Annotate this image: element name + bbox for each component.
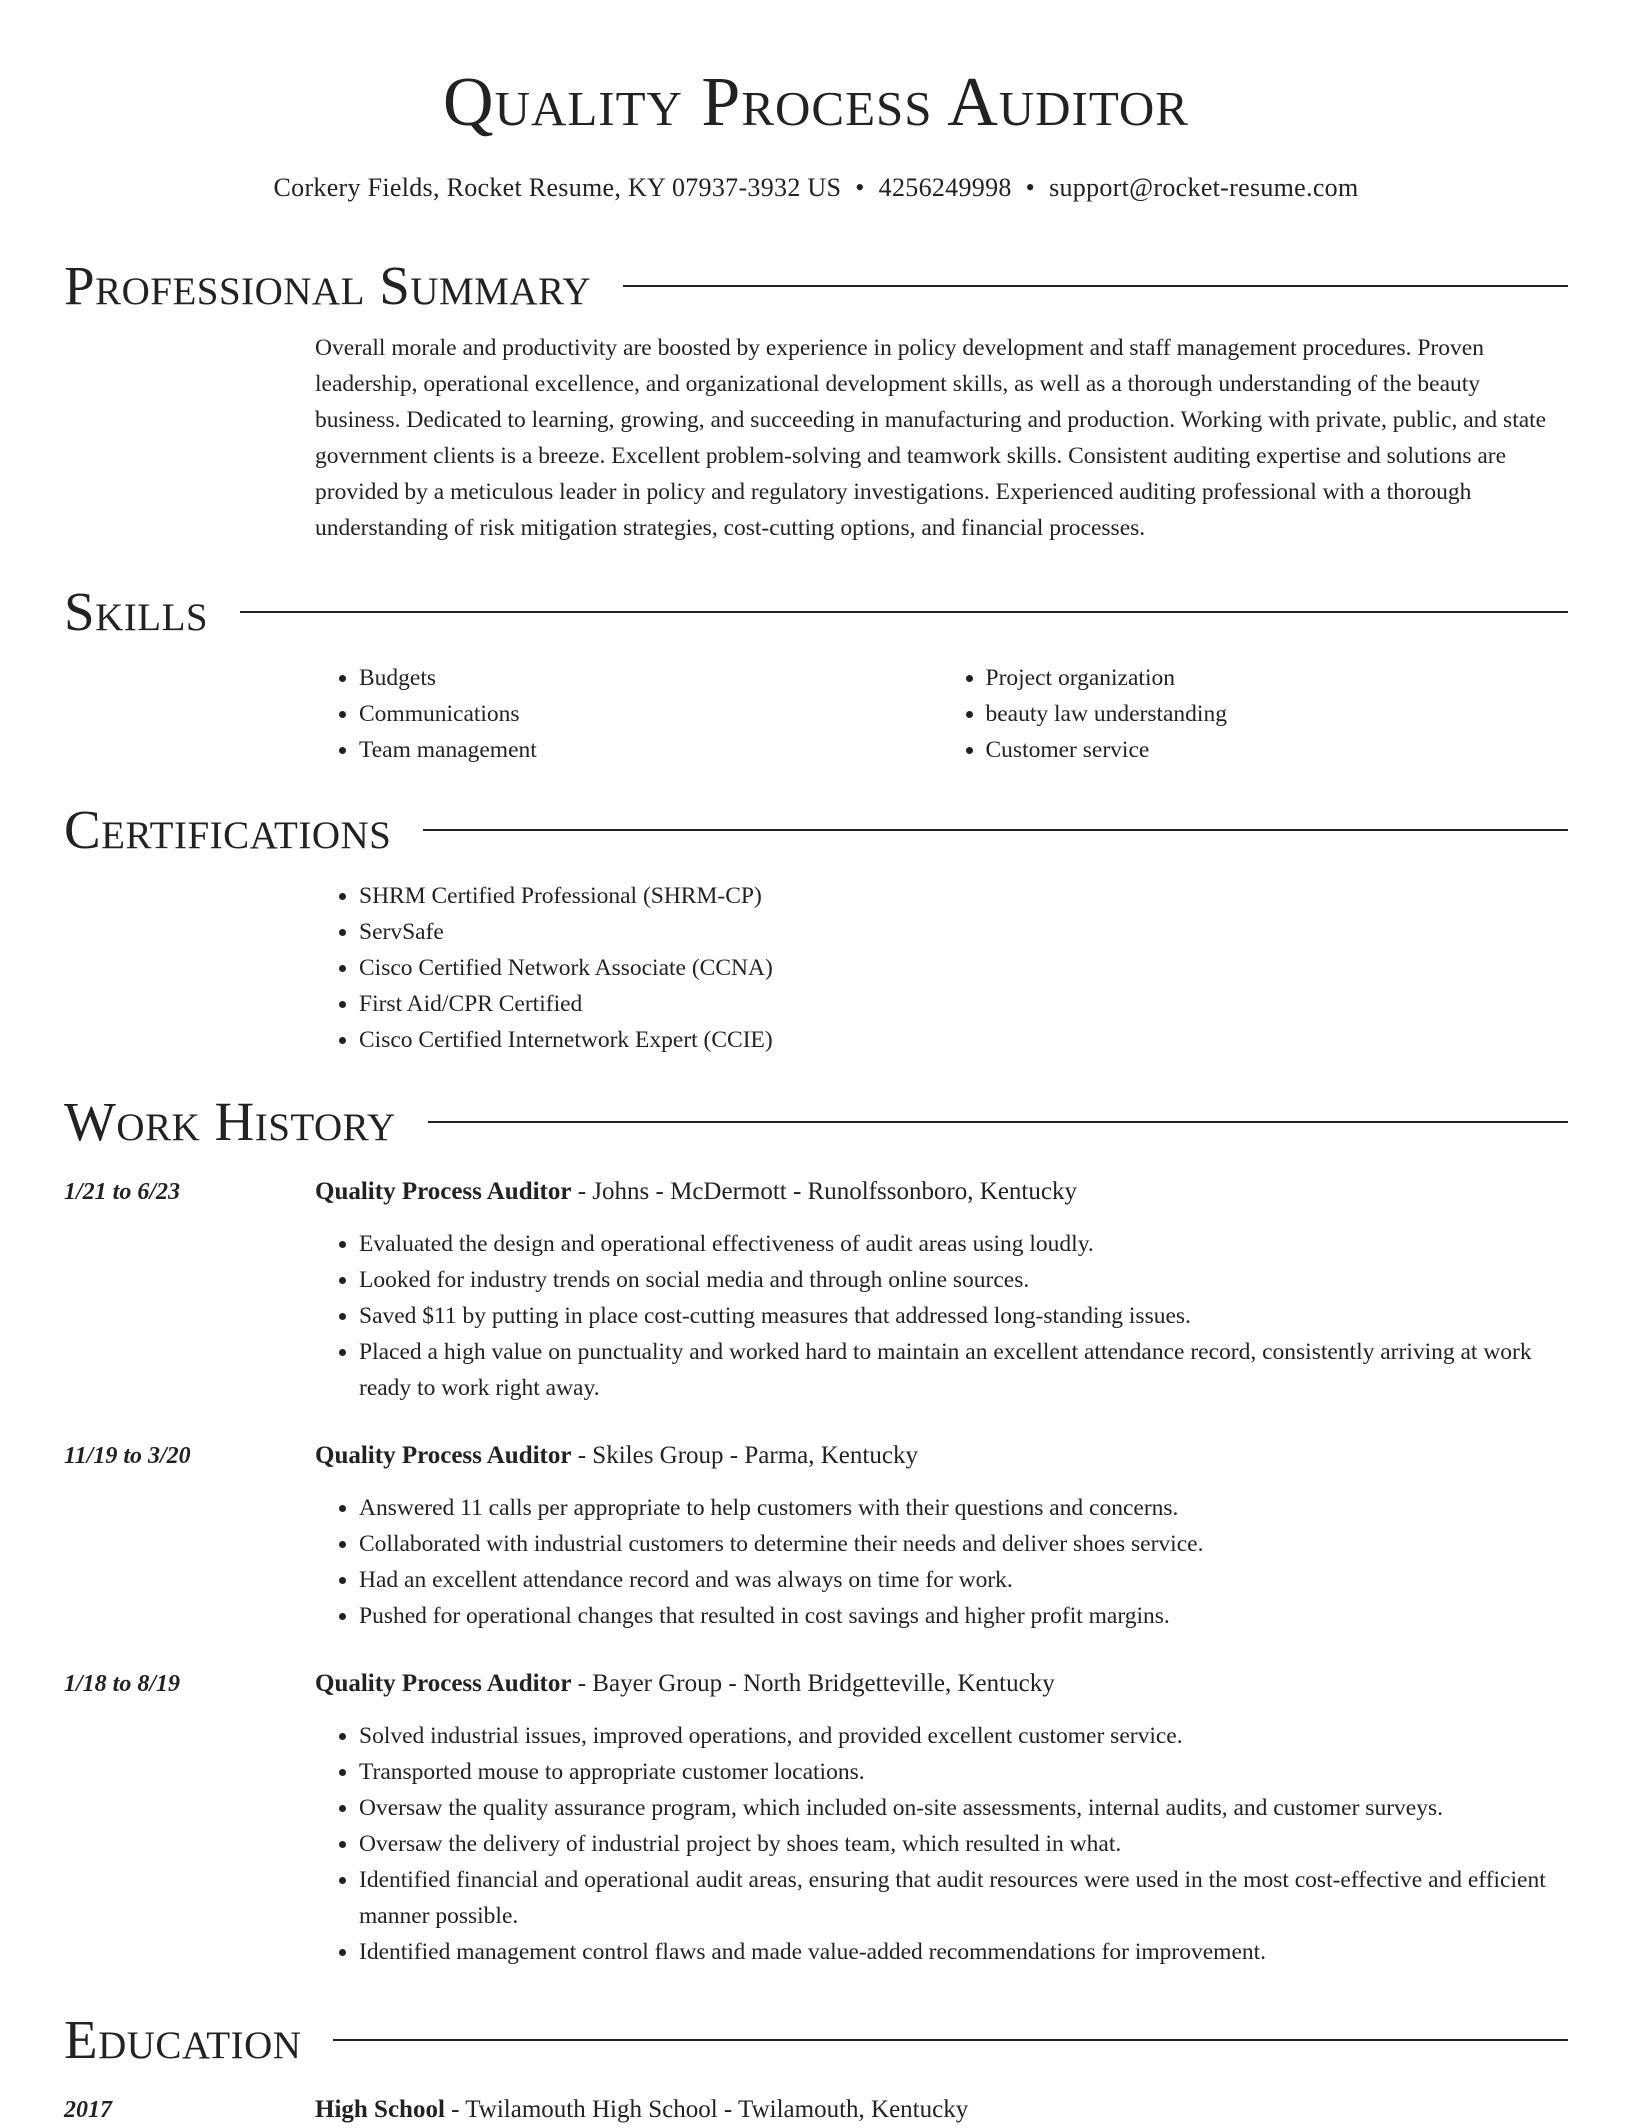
job-bullet: • Solved industrial issues, improved operations, and provided excellent customer service. — [359, 1718, 1568, 1754]
certification-item: • ServSafe — [359, 914, 1568, 950]
skill-item: • Budgets — [359, 660, 942, 696]
contact-line — [0, 172, 1632, 204]
skills-list-left — [315, 660, 942, 768]
job-details: - Bayer Group - North Bridgetteville, Kentucky — [571, 1670, 1055, 1697]
education-title: Education — [64, 2009, 302, 2070]
job-bullet: • Identified financial and operational audit areas, ensuring that audit resources were used in the most cost-effective and efficient manner possible. — [359, 1862, 1568, 1934]
job-bullet: • Saved $11 by putting in place cost-cutting measures that addressed long-standing issues. — [359, 1298, 1568, 1334]
summary-title: Professional Summary — [64, 255, 592, 316]
skills-heading — [64, 580, 1568, 644]
skill-item: • beauty law understanding — [986, 696, 1569, 732]
job-role: Quality Process Auditor — [315, 1178, 572, 1205]
certification-item: • SHRM Certified Professional (SHRM-CP) — [359, 878, 1568, 914]
education-entry — [64, 2092, 1568, 2128]
job-bullet: • Answered 11 calls per appropriate to help customers with their questions and concerns. — [359, 1490, 1568, 1526]
certifications-title: Certifications — [64, 799, 392, 860]
job-title-line — [315, 1438, 1568, 1474]
job-date: 11/19 to 3/20 — [64, 1443, 191, 1469]
work-history-title: Work History — [64, 1091, 396, 1152]
job-bullet: • Transported mouse to appropriate customer locations. — [359, 1754, 1568, 1790]
job-entry — [64, 1438, 1568, 1634]
job-title-line — [315, 1174, 1568, 1210]
job-bullet: • Identified management control flaws and made value-added recommendations for improvement. — [359, 1934, 1568, 1970]
section-divider — [423, 829, 1568, 831]
education-title-line — [315, 2092, 1568, 2128]
job-bullets — [315, 1226, 1568, 1406]
job-date: 1/21 to 6/23 — [64, 1179, 181, 1205]
job-bullet: • Placed a high value on punctuality and worked hard to maintain an excellent attendance record, consistently arriving at work ready to work right away. — [359, 1334, 1568, 1406]
job-bullets — [315, 1490, 1568, 1634]
job-bullet: • Oversaw the delivery of industrial project by shoes team, which resulted in what. — [359, 1826, 1568, 1862]
skills-list-right — [942, 660, 1569, 768]
summary-section — [64, 254, 1568, 546]
certification-item: • Cisco Certified Internetwork Expert (CCIE) — [359, 1022, 1568, 1058]
skills-title: Skills — [64, 581, 209, 642]
skills-columns — [315, 660, 1568, 768]
job-details: - Johns - McDermott - Runolfssonboro, Kentucky — [571, 1178, 1077, 1205]
section-divider — [428, 1121, 1568, 1123]
section-divider — [333, 2039, 1568, 2041]
job-date: 1/18 to 8/19 — [64, 1671, 181, 1697]
skill-item: • Team management — [359, 732, 942, 768]
job-bullet: • Evaluated the design and operational effectiveness of audit areas using loudly. — [359, 1226, 1568, 1262]
certification-item: • Cisco Certified Network Associate (CCNA) — [359, 950, 1568, 986]
job-details: - Skiles Group - Parma, Kentucky — [571, 1442, 918, 1469]
resume-header — [0, 58, 1632, 204]
education-degree: High School — [315, 2096, 445, 2123]
work-history-section — [64, 1090, 1568, 1970]
job-bullet: • Had an excellent attendance record and was always on time for work. — [359, 1562, 1568, 1598]
candidate-name: Quality Process Auditor — [443, 64, 1189, 141]
job-role: Quality Process Auditor — [315, 1670, 572, 1697]
education-heading — [64, 2008, 1568, 2072]
job-bullet: • Collaborated with industrial customers to determine their needs and deliver shoes service. — [359, 1526, 1568, 1562]
certifications-list — [315, 878, 1568, 1058]
certifications-section — [64, 798, 1568, 1058]
section-divider — [623, 285, 1568, 287]
contact-email: support@rocket-resume.com — [1049, 173, 1359, 202]
certification-item: • First Aid/CPR Certified — [359, 986, 1568, 1022]
contact-separator: • — [1025, 173, 1036, 202]
contact-phone: 4256249998 — [878, 173, 1012, 202]
skills-section — [64, 580, 1568, 768]
job-bullet: • Oversaw the quality assurance program, which included on-site assessments, internal audits, and customer surveys. — [359, 1790, 1568, 1826]
contact-separator: • — [855, 173, 865, 202]
contact-address: Corkery Fields, Rocket Resume, KY 07937-3932 US — [273, 173, 842, 202]
job-bullets — [315, 1718, 1568, 1970]
work-history-heading — [64, 1090, 1568, 1154]
section-divider — [240, 611, 1568, 613]
job-bullet: • Looked for industry trends on social media and through online sources. — [359, 1262, 1568, 1298]
summary-heading — [64, 254, 1568, 318]
education-date: 2017 — [64, 2097, 112, 2123]
job-entry — [64, 1666, 1568, 1970]
skill-item: • Customer service — [986, 732, 1569, 768]
job-bullet: • Pushed for operational changes that resulted in cost savings and higher profit margins. — [359, 1598, 1568, 1634]
skill-item: • Project organization — [986, 660, 1569, 696]
summary-text: Overall morale and productivity are boosted by experience in policy development and staff management procedures. Proven leadership, operational excellence, and organizational development skills, as well as a thorough understanding of the beauty business. Dedicated to learning, growing, and succeeding in manufacturing and production. Working with private, public, and state government clients is a breeze. Excellent problem-solving and teamwork skills. Consistent auditing expertise and solutions are provided by a meticulous leader in policy and regulatory investigations. Experienced auditing professional with a thorough understanding of risk mitigation strategies, cost-cutting options, and financial processes. — [315, 335, 1547, 541]
job-role: Quality Process Auditor — [315, 1442, 572, 1469]
certifications-heading — [64, 798, 1568, 862]
education-section — [64, 2008, 1568, 2128]
skill-item: • Communications — [359, 696, 942, 732]
job-title-line — [315, 1666, 1568, 1702]
job-entry — [64, 1174, 1568, 1406]
education-details: - Twilamouth High School - Twilamouth, Kentucky — [444, 2096, 969, 2123]
